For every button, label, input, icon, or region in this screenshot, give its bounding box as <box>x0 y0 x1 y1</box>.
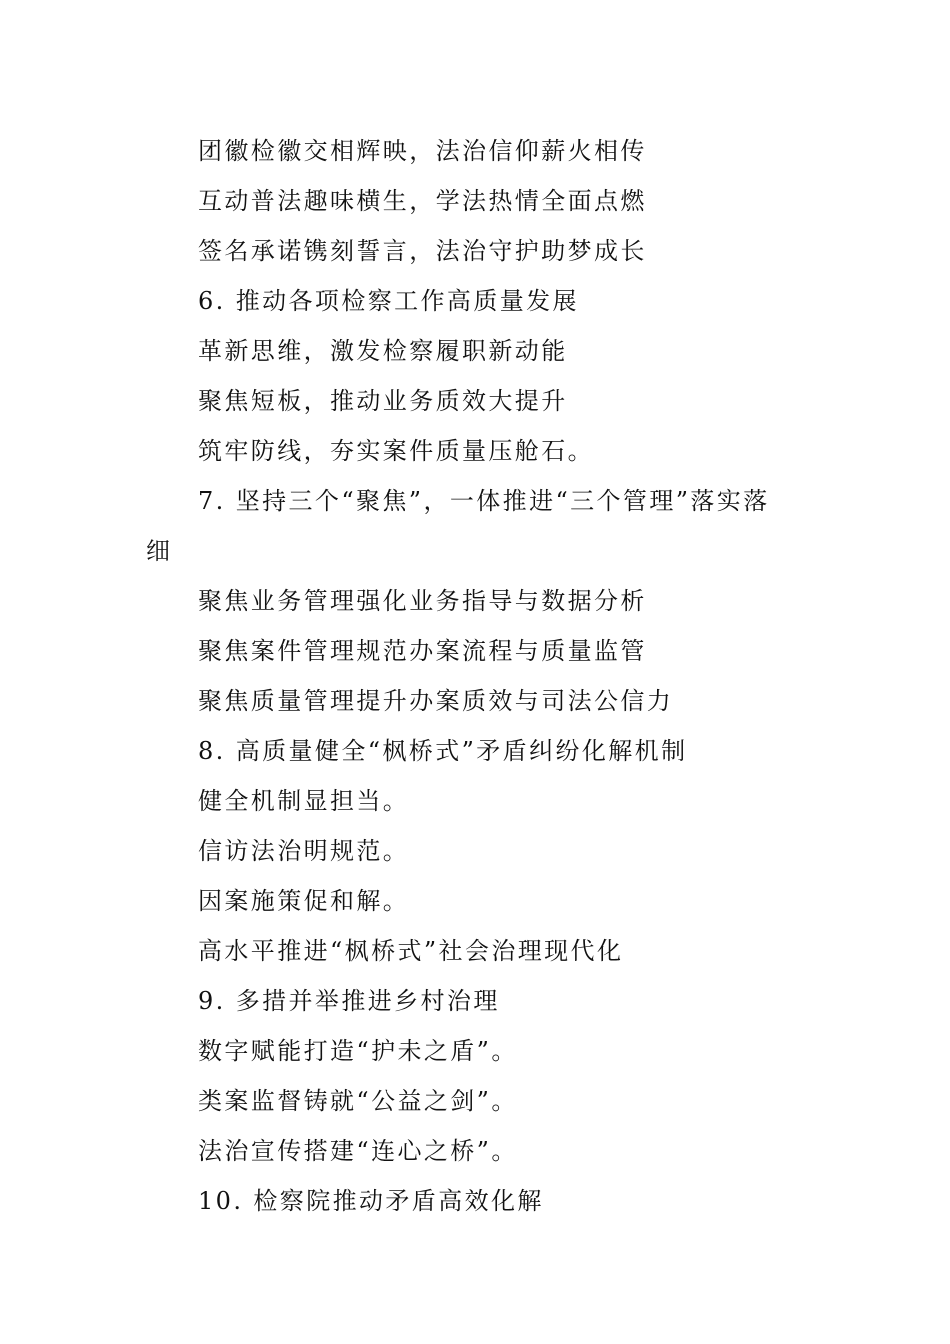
section-heading: 10. 检察院推动矛盾高效化解 <box>198 1187 544 1215</box>
text-line: 革新思维，激发检察履职新动能 <box>198 337 568 365</box>
text-line: 聚焦案件管理规范办案流程与质量监管 <box>198 637 647 665</box>
text-line: 团徽检徽交相辉映，法治信仰薪火相传 <box>198 137 647 165</box>
text-line: 信访法治明规范。 <box>198 837 410 865</box>
text-line: 类案监督铸就“公益之剑”。 <box>198 1087 518 1115</box>
text-line: 筑牢防线，夯实案件质量压舱石。 <box>198 437 594 465</box>
section-heading: 9. 多措并举推进乡村治理 <box>198 987 500 1015</box>
text-line: 因案施策促和解。 <box>198 887 410 915</box>
text-line: 高水平推进“枫桥式”社会治理现代化 <box>198 937 624 965</box>
text-line: 聚焦业务管理强化业务指导与数据分析 <box>198 587 647 615</box>
text-line: 健全机制显担当。 <box>198 787 410 815</box>
section-heading: 7. 坚持三个“聚焦”，一体推进“三个管理”落实落 <box>198 487 770 515</box>
section-heading: 8. 高质量健全“枫桥式”矛盾纠纷化解机制 <box>198 737 688 765</box>
text-line: 签名承诺镌刻誓言，法治守护助梦成长 <box>198 237 647 265</box>
section-heading-continuation: 细 <box>146 537 173 565</box>
section-heading: 6. 推动各项检察工作高质量发展 <box>198 287 579 315</box>
text-line: 聚焦质量管理提升办案质效与司法公信力 <box>198 687 674 715</box>
document-body <box>146 126 808 1226</box>
text-line: 互动普法趣味横生，学法热情全面点燃 <box>198 187 647 215</box>
text-line: 聚焦短板，推动业务质效大提升 <box>198 387 568 415</box>
text-line: 数字赋能打造“护未之盾”。 <box>198 1037 518 1065</box>
text-line: 法治宣传搭建“连心之桥”。 <box>198 1137 518 1165</box>
